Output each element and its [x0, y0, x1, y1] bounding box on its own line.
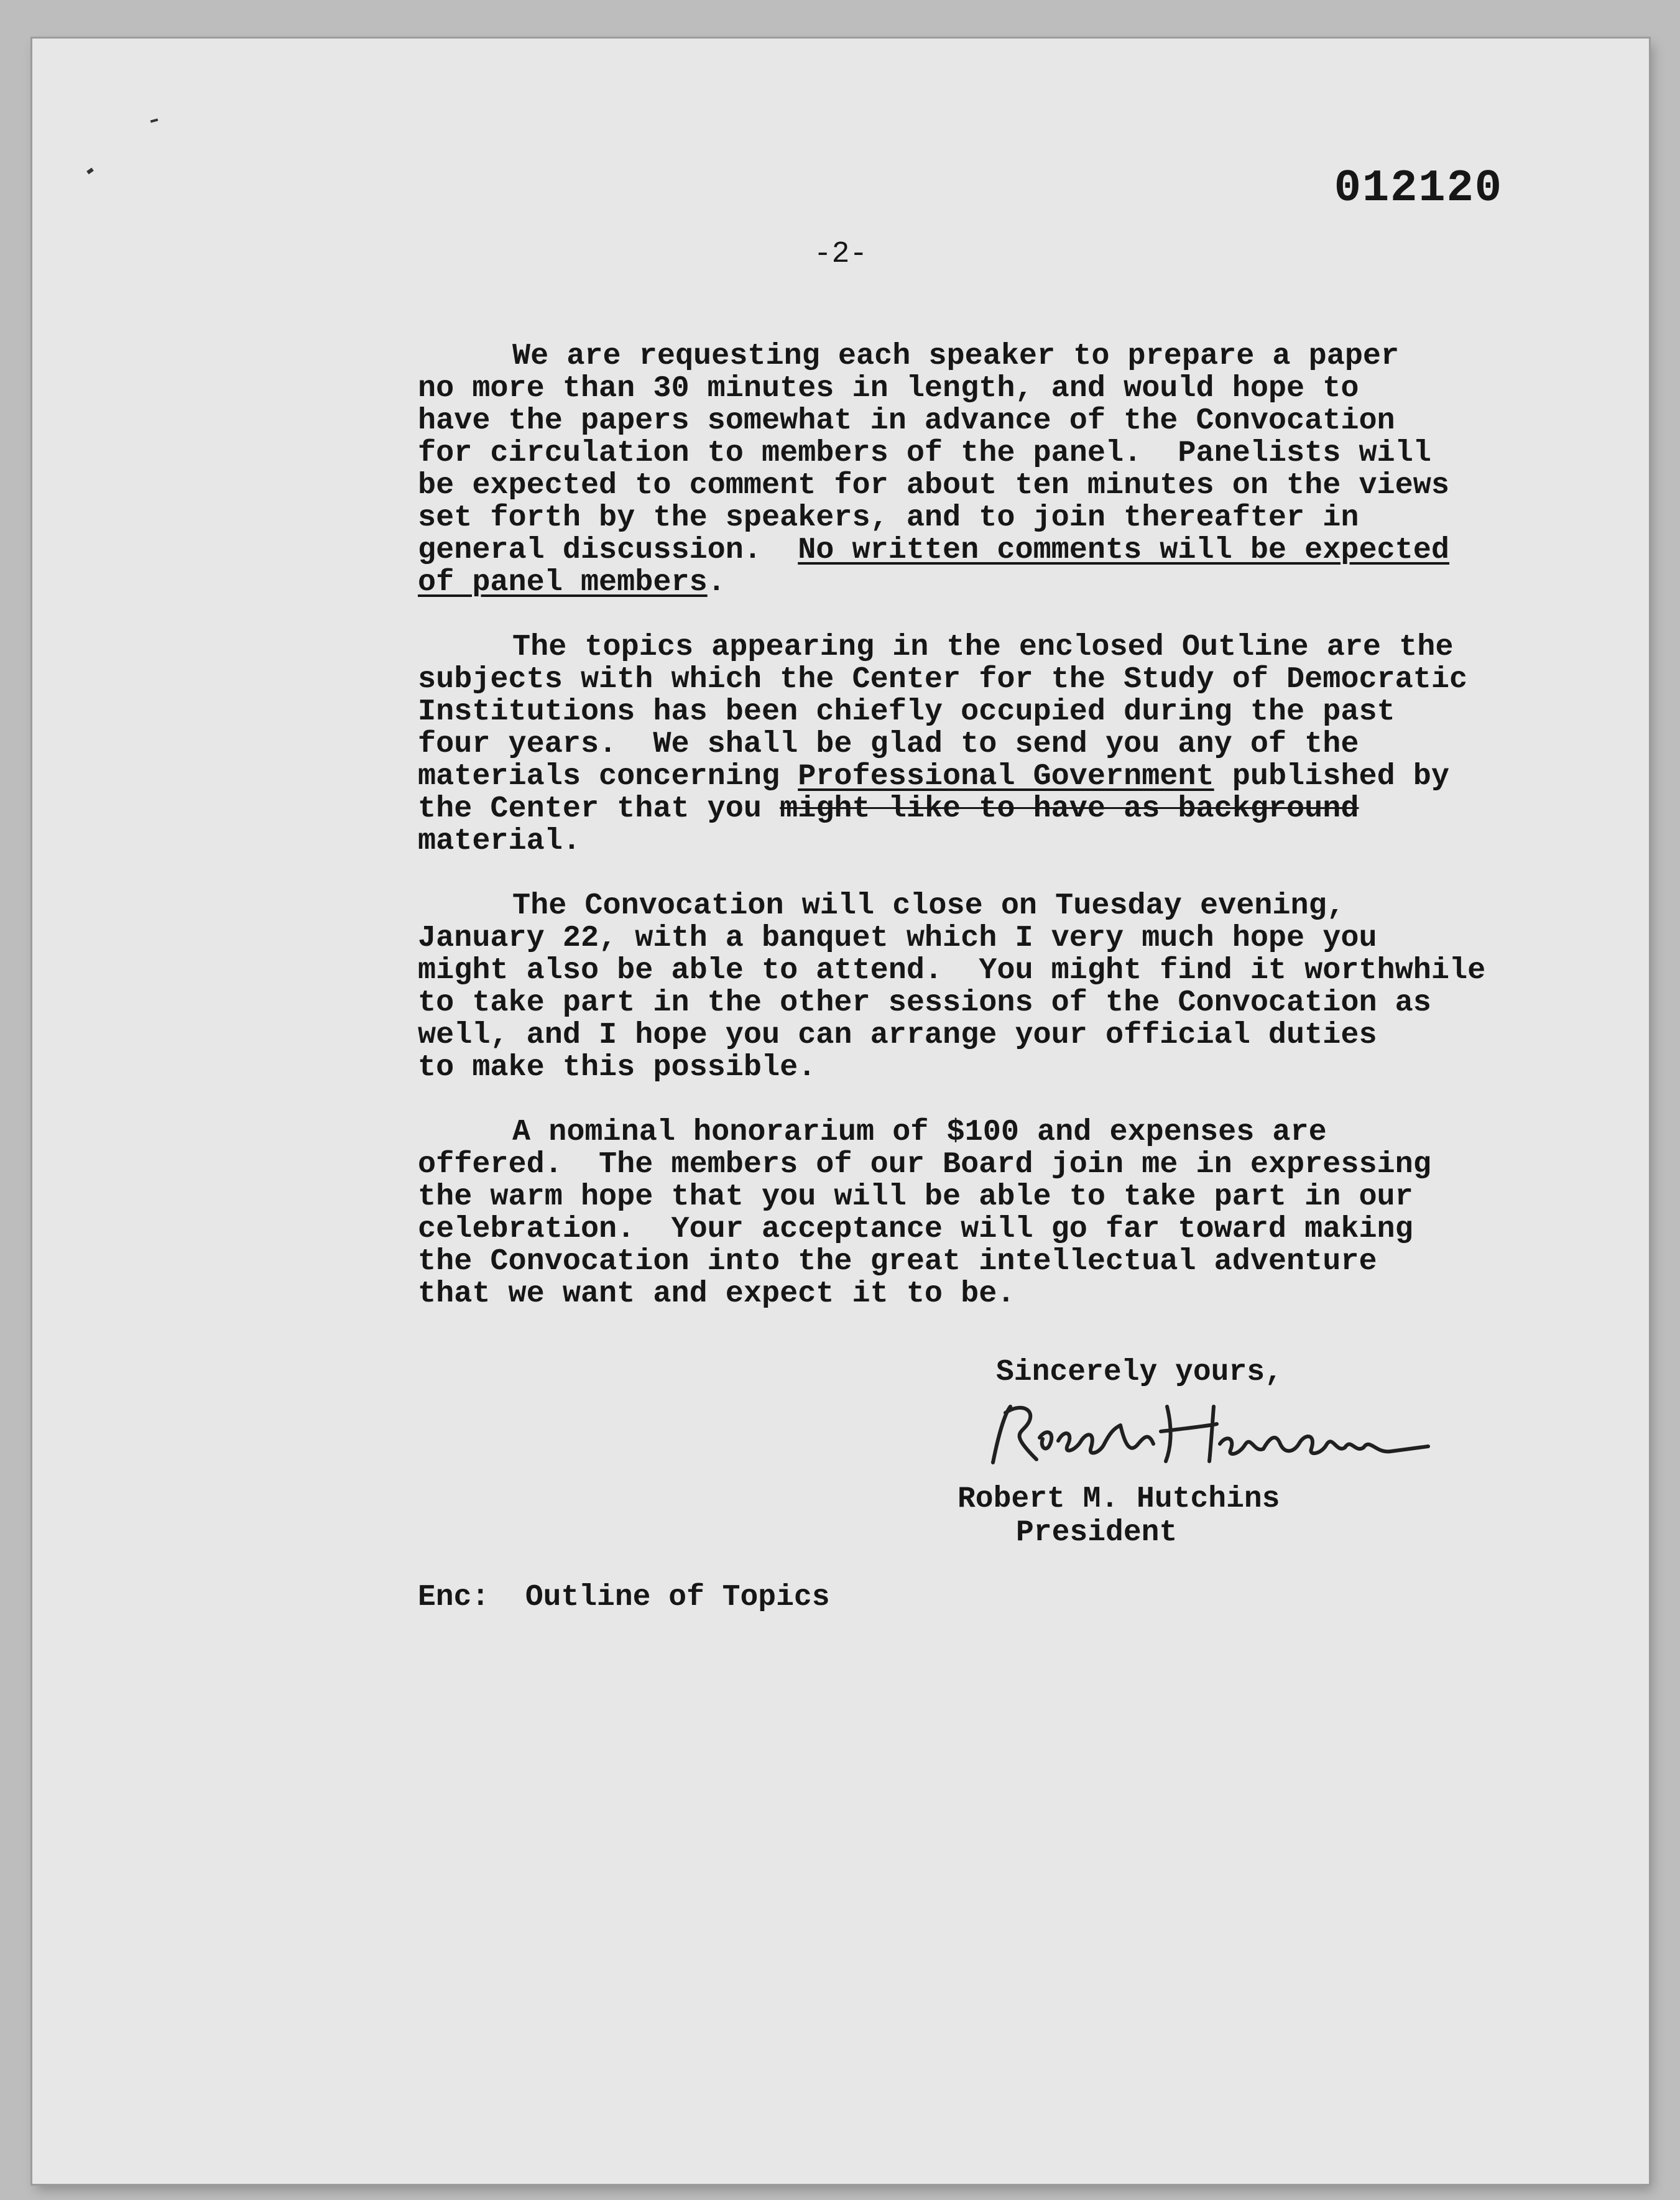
text-line: be expected to comment for about ten minutes on the views [418, 468, 1449, 502]
paragraph [418, 890, 1636, 1084]
text-fragment: published by [1214, 759, 1449, 793]
text-line: the warm hope that you will be able to take part in our [418, 1180, 1413, 1214]
text-fragment: materials concerning [418, 759, 798, 793]
text-line: well, and I hope you can arrange your official duties [418, 1018, 1377, 1052]
text-line: to make this possible. [418, 1050, 816, 1084]
text-line: celebration. Your acceptance will go far toward making [418, 1212, 1413, 1246]
text-line: Institutions has been chiefly occupied during the past [418, 695, 1395, 729]
text-line: set forth by the speakers, and to join thereafter in [418, 501, 1359, 535]
underlined-text: Professional Government [798, 759, 1214, 793]
text-fragment: . [707, 565, 726, 599]
closing: Sincerely yours, [996, 1356, 1283, 1389]
text-line: The Convocation will close on Tuesday evening, [512, 889, 1345, 923]
stray-mark [86, 168, 94, 175]
text-line: might also be able to attend. You might find it worthwhile [418, 953, 1486, 987]
paragraph [418, 631, 1636, 857]
text-line: The topics appearing in the enclosed Outline are the [512, 630, 1454, 664]
stray-mark [150, 119, 159, 123]
text-line: January 22, with a banquet which I very much hope you [418, 921, 1377, 955]
text-fragment: general discussion. [418, 533, 798, 567]
paragraph-gap [418, 1084, 1636, 1116]
letter-page [32, 39, 1649, 2184]
text-line: no more than 30 minutes in length, and would hope to [418, 371, 1359, 405]
text-line [418, 534, 1636, 566]
text-line: to take part in the other sessions of the Convocation as [418, 986, 1431, 1020]
text-line [418, 760, 1636, 793]
signer-title: President [1016, 1516, 1178, 1550]
paragraph-gap [418, 857, 1636, 890]
text-line [418, 793, 1636, 825]
paragraph [418, 340, 1636, 599]
text-line: four years. We shall be glad to send you any of the [418, 727, 1359, 761]
paragraph-gap [418, 599, 1636, 631]
letter-body [418, 340, 1636, 1310]
text-fragment: the Center that you [418, 792, 780, 826]
struck-text: might like to have as background [780, 792, 1359, 826]
underlined-text: of panel members [418, 565, 708, 599]
text-line: have the papers somewhat in advance of the Convocation [418, 404, 1395, 438]
page-identifier: 012120 [1334, 163, 1503, 214]
text-line: subjects with which the Center for the Study of Democratic [418, 662, 1468, 696]
enclosure-note: Enc: Outline of Topics [418, 1581, 830, 1614]
text-line [418, 566, 1636, 599]
text-line: for circulation to members of the panel. Panelists will [418, 436, 1431, 470]
text-line: We are requesting each speaker to prepare a paper [512, 339, 1400, 373]
underlined-text: No written comments will be expected [798, 533, 1449, 567]
text-line: the Convocation into the great intellectual adventure [418, 1244, 1377, 1278]
text-line: A nominal honorarium of $100 and expenses are [512, 1115, 1327, 1149]
text-line: material. [418, 824, 581, 858]
signer-name: Robert M. Hutchins [958, 1482, 1280, 1516]
text-line: offered. The members of our Board join me in expressing [418, 1147, 1431, 1181]
text-line: that we want and expect it to be. [418, 1277, 1015, 1311]
paragraph [418, 1116, 1636, 1310]
signature [981, 1394, 1540, 1475]
page-number: -2- [813, 238, 868, 271]
